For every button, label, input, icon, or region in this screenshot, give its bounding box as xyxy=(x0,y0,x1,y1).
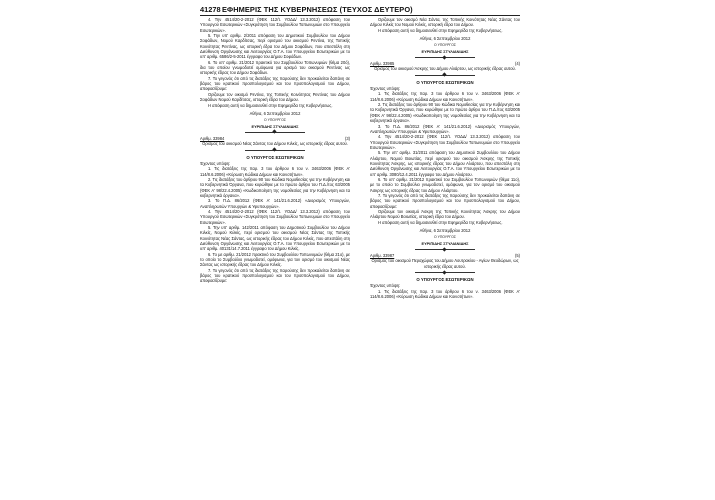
paragraph: Η απόφαση αυτή να δημοσιευθεί στην Εφημερίδα της Κυβερνήσεως. xyxy=(378,27,503,33)
decree-ref: (3) xyxy=(344,135,350,141)
divider-ornament xyxy=(200,148,350,153)
divider-ornament xyxy=(370,270,520,275)
decree-number: Αριθμ. 33984 xyxy=(200,135,225,141)
paragraph: 1. Τις διατάξεις της παρ. 3 του άρθρου 6 του ν. 3463/2006 (ΦΕΚ Α' 114/8.6.2006) «Κύρωση Κώδικα Δήμων και Κοινοτήτων». xyxy=(200,166,350,177)
decree-ref: (4) xyxy=(514,61,520,67)
divider-ornament xyxy=(200,130,350,135)
divider-ornament xyxy=(370,73,520,78)
paragraph: 1. Τις διατάξεις της παρ. 3 του άρθρου 6 του ν. 3463/2006 (ΦΕΚ Α' 114/8.6.2006) «Κύρωση Κώδικα Δήμων και Κοινοτήτων». xyxy=(370,288,520,300)
paragraph: Ορίζουμε τον οικισμό Ρεντίνα, της Τοπικής Κοινότητας Ρεντίνας του Δήμου Σοφάδων Νομού Καρδίτσας, ιστορική έδρα του Δήμου. xyxy=(200,91,350,103)
decree-number: Αριθμ. 33987 xyxy=(370,253,395,259)
decree-ref: (5) xyxy=(514,253,520,259)
paragraph: 7. Το γεγονός ότι από τις διατάξεις της παρούσης δεν προκαλείται δαπάνη σε βάρος του κρατικού προϋπολογισμού και του προϋπολογισμού του Δήμου, αποφασίζουμε: xyxy=(370,192,520,209)
paragraph: 5. Την υπ' αριθμ. 2/2011 απόφαση του Δημοτικού Συμβουλίου του Δήμου Σοφάδων, Νομού Καρδίτσας, περί ορισμού του οικισμού Ρεντίνα, της Τοπικής Κοινότητας Ρεντίνας, ως ιστορική έδρα του Δήμου Σοφάδων, που απεστάλη στη Διεύθυνση Οργάνωσης και Λειτουργίας Ο.Τ.Α. του Υπουργείου Εσωτερικών με το υπ' αριθμ. 6586/2-5-2011 έγγραφο του Δήμου Σοφάδων. xyxy=(200,33,350,60)
paragraph: 5. Την υπ' αριθμ. 31/2011 απόφαση του Δημοτικού Συμβουλίου του Δήμου Αλιάρτου, Νομού Βοιωτίας, περί ορισμού του οικισμού Άσκρης της Τοπικής Κοινότητας Άσκρης, ως ιστορικής έδρας του Δήμου Αλιάρτου, που απεστάλη στη Διεύθυνση Οργάνωσης και Λειτουργίας Ο.Τ.Α. του Υπουργείου Εσωτερικών με το υπ' αριθμ. 3080/12.4.2011 έγγραφο του Δήμου Αλιάρτου. xyxy=(370,150,520,177)
paragraph: 3. Το Π.Δ. 86/2012 (ΦΕΚ Α' 141/21.6.2012) «Διορισμός Υπουργών, Αναπληρωτών Υπουργών & Υφυπουργών». xyxy=(370,123,520,134)
decree-subject: Ορισμός του οικισμού Άσκρης του Δήμου Αλιάρτου, ως ιστορικής έδρας αυτού. xyxy=(374,66,516,72)
paragraph: Η απόφαση αυτή να δημοσιευθεί στην Εφημερίδα της Κυβερνήσεως. xyxy=(378,219,503,225)
paragraph: 7. Το γεγονός ότι από τις διατάξεις της παρούσης δεν προκαλείται δαπάνη σε βάρος του κρατικού προϋπολογισμού και του προϋπολογισμού του Δήμου, αποφασίζουμε: xyxy=(200,267,350,284)
paragraph: 4. Την 4514/20-2-2012 (ΦΕΚ 112/τ. ΥΟΔΔ/ 13.3.2012) απόφαση του Υπουργού Εσωτερικών «Συγκρότηση του Συμβουλίου Τοπωνυμιών στο Υπουργείο Εσωτερικών». xyxy=(370,134,520,150)
left-column xyxy=(200,17,350,284)
paragraph: 6. Το υπ' αριθμ. 21/2012 πρακτικό του Συμβουλίου Τοπωνυμιών (θέμα 20ό), δια του οποίου γνωμοδοτεί ομόφωνα για ορισμό του οικισμού Ρεντίνας ως ιστορικής έδρας του Δήμου Σοφάδων. xyxy=(200,59,350,76)
place-date: Αθήνα, 6 Σεπτεμβρίου 2012 xyxy=(419,228,471,234)
decree-subject: Ορισμός του οικισμού Νέας Σάντας του Δήμου Κιλκίς, ως ιστορικής έδρας αυτού. xyxy=(202,141,348,147)
paragraph: Η απόφαση αυτή να δημοσιευθεί στην Εφημερίδα της Κυβερνήσεως. xyxy=(208,102,333,108)
decree-heading xyxy=(370,253,520,258)
divider-ornament xyxy=(370,55,520,60)
paragraph: 6. Το υπ' αριθμ. 21/2012 πρακτικό του Συμβουλίου Τοπωνυμιών (θέμα 11ο), με το οποίο το Συμβούλιο γνωμοδοτεί, ομόφωνα, για τον ορισμό του οικισμού Άσκρης ως ιστορικής έδρας του Δήμου Αλιάρτου. xyxy=(370,176,520,193)
ministry-heading: Ο ΥΠΟΥΡΓΟΣ ΕΣΩΤΕΡΙΚΩΝ xyxy=(416,79,474,85)
minister-name: ΕΥΡΙΠΙΔΗΣ ΣΤΥΛΙΑΝΙΔΗΣ xyxy=(251,123,299,129)
paragraph: 4. Την 4514/20-2-2012 (ΦΕΚ 112/τ. ΥΟΔΔ/ 13.3.2012) απόφαση του Υπουργού Εσωτερικών «Συγκρότηση του Συμβουλίου Τοπωνυμιών στο Υπουργείο Εσωτερικών». xyxy=(200,209,350,225)
minister-name: ΕΥΡΙΠΙΔΗΣ ΣΤΥΛΙΑΝΙΔΗΣ xyxy=(421,48,469,54)
header-rule xyxy=(200,15,520,16)
ministry-heading: Ο ΥΠΟΥΡΓΟΣ ΕΣΩΤΕΡΙΚΩΝ xyxy=(246,154,304,160)
paragraph: 2. Τις διατάξεις του άρθρου 90 του Κώδικα Νομοθεσίας για την Κυβέρνηση και τα Κυβερνητικά Όργανα, που κυρώθηκε με το πρώτο άρθρο του Π.Δ./τος 63/2005 (ΦΕΚ Α' 98/22.4.2005) «Κωδικοποίηση της νομοθεσίας για την Κυβέρνηση και τα κυβερνητικά όργανα». xyxy=(200,176,350,198)
decree-heading xyxy=(200,136,350,141)
paragraph: 1. Τις διατάξεις της παρ. 3 του άρθρου 6 του ν. 3463/2006 (ΦΕΚ Α' 114/8.6.2006) «Κύρωση Κώδικα Δήμων και Κοινοτήτων». xyxy=(370,91,520,102)
paragraph: 5. Την υπ' αριθμ. 142/2011 απόφαση του Δημοτικού Συμβουλίου του Δήμου Κιλκίς, Νομού Κιλκίς, περί ορισμού του οικισμού Νέας Σάντας της Τοπικής Κοινότητας Νέας Σάντας, ως ιστορικής έδρας του Δήμου Κιλκίς, που απεστάλη στη Διεύθυνση Οργάνωσης και Λειτουργίας Ο.Τ.Α. του Υπουργείου Εσωτερικών με το υπ' αριθμ. 40131/14.7.2011 έγγραφο του Δήμου Κιλκίς. xyxy=(200,225,350,252)
paragraph: 6. Το με αριθμ. 21/2012 πρακτικό του Συμβουλίου Τοπωνυμιών (θέμα 21ο), με το οποίο το Συμβούλιο γνωμοδοτεί, ομόφωνα, για τον ορισμό του οικισμού Νέας Σάντας ως ιστορικής έδρας του Δήμου Κιλκίς. xyxy=(200,251,350,268)
ministry-heading: Ο ΥΠΟΥΡΓΟΣ ΕΣΩΤΕΡΙΚΩΝ xyxy=(416,277,474,283)
decree-subject: Ορισμός του οικισμού Περαχώρας του Δήμου Λουτρακίου - Αγίων Θεοδώρων, ως ιστορικής έδρας αυτού. xyxy=(371,258,519,269)
paragraph: 7. Το γεγονός ότι από τις διατάξεις της παρούσης δεν προκαλείται δαπάνη σε βάρος του κρατικού προϋπολογισμού και του προϋπολογισμού του Δήμου, αποφασίζουμε: xyxy=(200,75,350,92)
place-date: Αθήνα, 6 Σεπτεμβρίου 2012 xyxy=(419,36,471,42)
considering-label: Έχοντας υπόψη: xyxy=(200,160,231,166)
minister-name: ΕΥΡΙΠΙΔΗΣ ΣΤΥΛΙΑΝΙΔΗΣ xyxy=(421,240,469,246)
paragraph: 4. Την 4514/20-2-2012 (ΦΕΚ 112/τ. ΥΟΔΔ/ 13.3.2012) απόφαση του Υπουργού Εσωτερικών «Συγκρότηση του Συμβουλίου Τοπωνυμιών στο Υπουργείο Εσωτερικών». xyxy=(200,17,350,33)
paragraph: 3. Το Π.Δ. 86/2012 (ΦΕΚ Α' 141/21.6.2012) «Διορισμός Υπουργών, Αναπληρωτών Υπουργών & Υφυπουργών». xyxy=(200,198,350,209)
considering-label: Έχοντας υπόψη: xyxy=(370,86,401,92)
paragraph: 2. Τις διατάξεις του άρθρου 90 του Κώδικα Νομοθεσίας για την Κυβέρνηση και τα Κυβερνητικά Όργανα, που κυρώθηκε με το πρώτο άρθρο του Π.Δ./τος 63/2005 (ΦΕΚ Α' 98/22.4.2005) «Κωδικοποίηση της νομοθεσίας για την Κυβέρνηση και τα κυβερνητικά όργανα». xyxy=(370,102,520,124)
divider-ornament xyxy=(370,247,520,252)
minister-role: Ο ΥΠΟΥΡΓΟΣ xyxy=(264,118,286,123)
paragraph: Ορίζουμε τον οικισμό Άσκρη της Τοπικής Κοινότητας Άσκρης του Δήμου Αλιάρτου Νομού Βοιωτίας, ιστορική έδρα του Δήμου. xyxy=(370,209,520,220)
place-date: Αθήνα, 6 Σεπτεμβρίου 2012 xyxy=(249,110,301,116)
paragraph: Ορίζουμε τον οικισμό Νέα Σάντα, της Τοπικής Κοινότητας Νέας Σάντας του Δήμου Κιλκίς του Νομού Κιλκίς, ιστορική έδρα του Δήμου. xyxy=(370,17,520,28)
gazette-title: ΕΦΗΜΕΡΙΣ ΤΗΣ ΚΥΒΕΡΝΗΣΕΩΣ (ΤΕΥΧΟΣ ΔΕΥΤΕΡΟ) xyxy=(222,5,413,14)
right-column xyxy=(370,17,520,299)
minister-role: Ο ΥΠΟΥΡΓΟΣ xyxy=(434,235,456,240)
minister-role: Ο ΥΠΟΥΡΓΟΣ xyxy=(434,43,456,48)
decree-heading xyxy=(370,61,520,66)
page-number: 41278 xyxy=(200,5,221,14)
considering-label: Έχοντας υπόψη: xyxy=(370,283,401,289)
decree-number: Αριθμ. 33985 xyxy=(370,61,395,67)
